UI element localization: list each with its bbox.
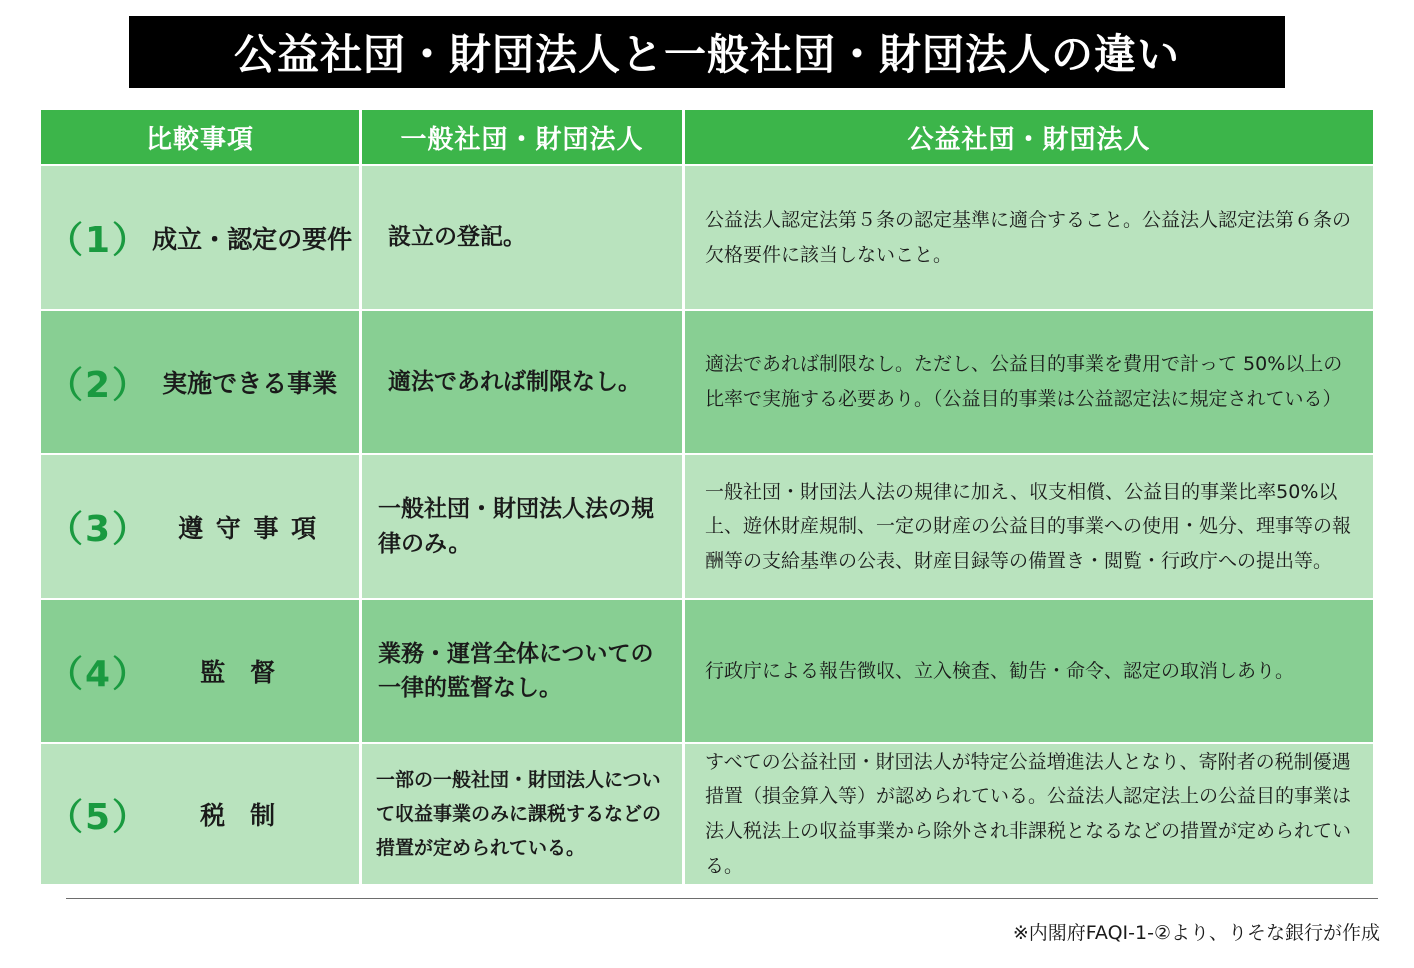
row-5-item-cell [41, 744, 359, 884]
row-5-public-cell: すべての公益社団・財団法人が特定公益増進法人となり、寄附者の税制優遇措置（損金算入等）が認められている。公益法人認定法上の公益目的事業は法人税法上の収益事業から除外され非課税となるなどの措置が定められている。 [685, 744, 1373, 884]
row-3-public-cell: 一般社団・財団法人法の規律に加え、収支相償、公益目的事業比率50%以上、遊休財産規制、一定の財産の公益目的事業への使用・処分、理事等の報酬等の支給基準の公表、財産目録等の備置き・閲覧・行政庁への提出等。 [685, 455, 1373, 598]
row-4-item-cell [41, 600, 359, 742]
row-2-general-cell: 適法であれば制限なし。 [362, 311, 682, 453]
row-number: （2） [47, 364, 151, 406]
row-number: （1） [47, 220, 151, 261]
row-3-general-cell: 一般社団・財団法人法の規律のみ。 [362, 455, 682, 598]
row-item-label: 遵 守 事 項 [178, 513, 319, 543]
row-item-label: 実施できる事業 [162, 369, 338, 398]
row-3-item-cell [41, 455, 359, 598]
row-1-general-cell: 設立の登記。 [362, 166, 682, 309]
header-comparison-item: 比較事項 [41, 110, 359, 164]
row-item-label: 監 督 [200, 658, 276, 687]
source-note: ※内閣府FAQI-1-②より、りそな銀行が作成 [1012, 922, 1380, 944]
header-public-interest-corporation: 公益社団・財団法人 [685, 110, 1373, 164]
row-number: （5） [47, 796, 151, 838]
row-number: （3） [47, 509, 151, 550]
footer-divider [66, 898, 1378, 899]
header-general-corporation: 一般社団・財団法人 [362, 110, 682, 164]
row-item-label: 成立・認定の要件 [152, 224, 353, 254]
row-4-public-cell: 行政庁による報告徴収、立入検査、勧告・命令、認定の取消しあり。 [685, 600, 1373, 742]
page-title: 公益社団・財団法人と一般社団・財団法人の違い [129, 16, 1285, 88]
row-item-label: 税 制 [200, 801, 276, 830]
row-5-general-cell: 一部の一般社団・財団法人について収益事業のみに課税するなどの措置が定められている。 [362, 744, 682, 884]
row-number: （4） [47, 653, 151, 695]
row-2-public-cell: 適法であれば制限なし。ただし、公益目的事業を費用で計って 50%以上の比率で実施する必要あり。（公益目的事業は公益認定法に規定されている） [685, 311, 1373, 453]
comparison-table [41, 110, 1373, 880]
row-1-public-cell: 公益法人認定法第５条の認定基準に適合すること。公益法人認定法第６条の欠格要件に該当しないこと。 [685, 166, 1373, 309]
row-2-item-cell [41, 311, 359, 453]
row-1-item-cell [41, 166, 359, 309]
row-4-general-cell: 業務・運営全体についての一律的監督なし。 [362, 600, 682, 742]
